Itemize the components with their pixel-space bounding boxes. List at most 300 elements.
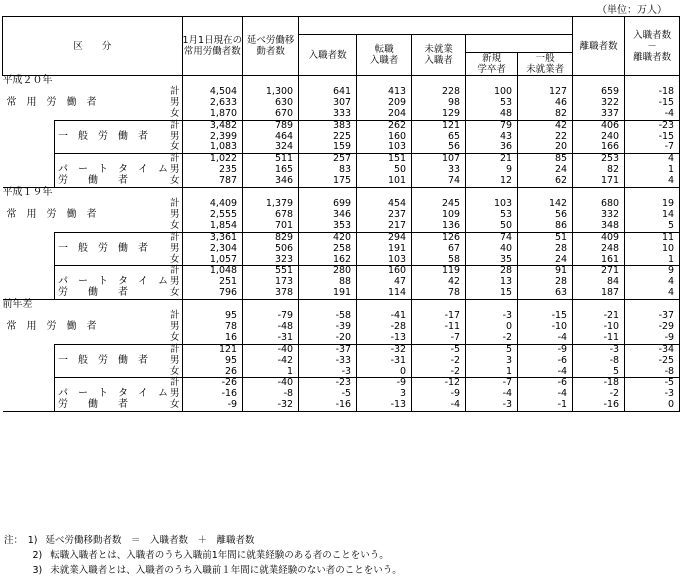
unit-label: （単位：万人）: [597, 5, 667, 16]
table-cell: 53: [466, 98, 518, 109]
table-cell: -7: [625, 142, 680, 153]
table-cell: -32: [357, 344, 412, 355]
table-cell: -3: [466, 400, 518, 411]
group-label: [55, 120, 169, 131]
table-cell: 43: [466, 132, 518, 143]
table-cell: 829: [243, 232, 299, 243]
table-cell: 409: [573, 232, 625, 243]
table-cell: 4: [625, 176, 680, 187]
table-cell: -3: [299, 367, 357, 378]
sex-label: 男: [169, 130, 180, 142]
table-cell: 100: [466, 87, 518, 98]
table-cell: 294: [357, 232, 412, 243]
table-cell: -9: [625, 333, 680, 344]
table-cell: 0: [357, 367, 412, 378]
note-line: [4, 533, 402, 548]
table-cell: -5: [625, 378, 680, 389]
table-cell: -7: [466, 378, 518, 389]
table-cell: 228: [412, 87, 466, 98]
table-cell: 209: [357, 98, 412, 109]
table-cell: 166: [573, 142, 625, 153]
table-cell: 5: [625, 221, 680, 232]
table-cell: 346: [299, 210, 357, 221]
table-cell: 159: [299, 142, 357, 153]
table-cell: -5: [299, 389, 357, 400]
table-cell: -26: [182, 378, 243, 389]
table-cell: 3,361: [182, 232, 243, 243]
header-division: 区 分: [3, 17, 183, 76]
group-label: パ ー ト タ イ ム: [55, 165, 169, 176]
table-cell: 245: [412, 199, 466, 210]
header-total-movers: 延べ労働移 動者数: [243, 17, 299, 76]
table-cell: 79: [466, 120, 518, 131]
table-cell: -17: [412, 311, 466, 322]
table-cell: 160: [357, 132, 412, 143]
table-cell: 136: [412, 221, 466, 232]
table-cell: 680: [573, 199, 625, 210]
table-cell: 22: [518, 132, 573, 143]
sex-label: 男: [169, 164, 180, 176]
table-cell: 378: [243, 288, 299, 299]
table-cell: -15: [625, 98, 680, 109]
table-cell: -16: [182, 389, 243, 400]
table-cell: -10: [518, 322, 573, 333]
table-cell: 14: [625, 210, 680, 221]
table-cell: -41: [357, 311, 412, 322]
table-cell: -79: [243, 311, 299, 322]
table-cell: -32: [243, 400, 299, 411]
table-cell: -2: [412, 367, 466, 378]
table-cell: 346: [243, 176, 299, 187]
table-cell: 333: [299, 109, 357, 120]
note-number: 注： 1): [4, 535, 38, 546]
table-cell: 11: [625, 232, 680, 243]
table-cell: 406: [573, 120, 625, 131]
group-label: 常 用 労 働 者: [6, 208, 97, 220]
table-cell: -3: [466, 311, 518, 322]
table-cell: -4: [625, 109, 680, 120]
table-cell: 2,304: [182, 244, 243, 255]
table-cell: 85: [518, 154, 573, 165]
table-cell: 506: [243, 244, 299, 255]
group-label: [3, 333, 169, 344]
sex-label: 女: [168, 176, 182, 187]
table-cell: 58: [412, 255, 466, 266]
sex-label: 女: [169, 331, 180, 343]
sex-label: 女: [169, 107, 180, 119]
table-cell: -8: [573, 356, 625, 367]
table-cell: -4: [518, 333, 573, 344]
table-cell: 175: [299, 176, 357, 187]
table-cell: 204: [357, 109, 412, 120]
table-cell: -13: [357, 333, 412, 344]
table-cell: 332: [573, 210, 625, 221]
group-label: 一 般 労 働 者: [55, 244, 169, 255]
table-cell: -9: [412, 389, 466, 400]
table-cell: 28: [518, 244, 573, 255]
table-cell: 0: [466, 322, 518, 333]
table-cell: 161: [573, 255, 625, 266]
table-cell: 63: [518, 288, 573, 299]
table-cell: -2: [573, 389, 625, 400]
table-cell: 191: [299, 288, 357, 299]
group-label: 労 働 者: [55, 288, 169, 299]
table-cell: 1: [625, 165, 680, 176]
sex-label: 計: [168, 154, 182, 165]
table-cell: 551: [243, 266, 299, 277]
table-row: [3, 400, 680, 411]
sex-label: 男: [169, 320, 180, 332]
table-cell: 142: [518, 199, 573, 210]
sex-label: 男: [169, 354, 180, 366]
header-new-grad: 新規 学卒者: [466, 53, 518, 76]
table-cell: 28: [518, 277, 573, 288]
header-job-changers: 転職 入職者: [357, 35, 412, 76]
table-cell: 103: [466, 199, 518, 210]
table-cell: 19: [625, 199, 680, 210]
table-cell: 46: [518, 98, 573, 109]
table-cell: -13: [357, 400, 412, 411]
table-cell: -1: [518, 400, 573, 411]
table-cell: 353: [299, 221, 357, 232]
table-cell: 420: [299, 232, 357, 243]
table-cell: 3,482: [182, 120, 243, 131]
table-cell: 337: [573, 109, 625, 120]
table-cell: 262: [357, 120, 412, 131]
table-cell: 1: [466, 367, 518, 378]
table-cell: -16: [299, 400, 357, 411]
table-cell: 1,854: [182, 221, 243, 232]
sex-label: 女: [169, 219, 180, 231]
table-cell: 511: [243, 154, 299, 165]
sex-label: 女: [168, 142, 182, 153]
table-cell: -40: [243, 344, 299, 355]
table-cell: 280: [299, 266, 357, 277]
table-cell: 383: [299, 120, 357, 131]
sex-label: 計: [168, 232, 182, 243]
table-cell: -6: [518, 378, 573, 389]
table-cell: -5: [412, 344, 466, 355]
table-cell: -9: [518, 344, 573, 355]
table-cell: 217: [357, 221, 412, 232]
table-cell: 47: [357, 277, 412, 288]
group-label: 常 用 労 働 者: [6, 96, 97, 108]
table-cell: 28: [466, 266, 518, 277]
table-cell: 248: [573, 244, 625, 255]
table-cell: -18: [573, 378, 625, 389]
table-cell: 9: [466, 165, 518, 176]
header-hires: 入職者数: [299, 35, 357, 76]
table-cell: 109: [412, 210, 466, 221]
table-cell: 659: [573, 87, 625, 98]
table-cell: 187: [573, 288, 625, 299]
note-line: [4, 548, 402, 563]
group-label: [55, 232, 169, 243]
table-cell: 191: [357, 244, 412, 255]
table-cell: 251: [182, 277, 243, 288]
sex-label: 計: [168, 344, 182, 355]
year-label: 平成２０年: [3, 76, 183, 87]
table-cell: 162: [299, 255, 357, 266]
group-label: 常 用 労 働 者: [6, 320, 97, 332]
table-cell: 95: [182, 356, 243, 367]
sex-label: 計: [169, 85, 180, 97]
table-cell: -8: [243, 389, 299, 400]
table-cell: 16: [182, 333, 243, 344]
table-cell: -11: [412, 322, 466, 333]
table-cell: 237: [357, 210, 412, 221]
sex-label: 女: [168, 400, 182, 411]
table-cell: 119: [412, 266, 466, 277]
table-cell: 413: [357, 87, 412, 98]
table-cell: 78: [182, 322, 243, 333]
table-cell: 699: [299, 199, 357, 210]
table-cell: -34: [625, 344, 680, 355]
table-cell: 4,409: [182, 199, 243, 210]
group-label: [55, 344, 169, 355]
table-row: [3, 356, 680, 367]
table-cell: 42: [518, 120, 573, 131]
table-cell: 307: [299, 98, 357, 109]
table-cell: 56: [412, 142, 466, 153]
table-cell: 98: [412, 98, 466, 109]
table-cell: 701: [243, 221, 299, 232]
table-cell: 271: [573, 266, 625, 277]
sex-label: 女: [168, 255, 182, 266]
table-cell: 2,633: [182, 98, 243, 109]
table-cell: 258: [299, 244, 357, 255]
table-cell: 24: [518, 255, 573, 266]
table-cell: -9: [182, 400, 243, 411]
table-cell: 20: [518, 142, 573, 153]
table-cell: 678: [243, 210, 299, 221]
table-cell: 324: [243, 142, 299, 153]
table-cell: -28: [357, 322, 412, 333]
group-label: [3, 109, 169, 120]
table-cell: 4: [625, 277, 680, 288]
table-cell: 95: [182, 311, 243, 322]
table-cell: -48: [243, 322, 299, 333]
header-non-exp: 未就業 入職者: [412, 35, 466, 76]
group-label: 労 働 者: [55, 400, 169, 411]
sex-label: 男: [169, 388, 180, 400]
sex-label: 計: [169, 310, 180, 322]
table-cell: -25: [625, 356, 680, 367]
group-label: [55, 255, 169, 266]
sex-label: 女: [168, 288, 182, 299]
table-cell: -42: [243, 356, 299, 367]
table-cell: 4: [625, 154, 680, 165]
table-cell: -15: [625, 132, 680, 143]
table-cell: 114: [357, 288, 412, 299]
table-cell: 160: [357, 266, 412, 277]
table-cell: 3: [466, 356, 518, 367]
table-cell: 101: [357, 176, 412, 187]
sex-label: 女: [168, 367, 182, 378]
note-number: 3): [4, 565, 43, 576]
table-cell: 1: [625, 255, 680, 266]
table-cell: 257: [299, 154, 357, 165]
table-cell: -10: [573, 322, 625, 333]
sex-label: 男: [169, 242, 180, 254]
table-row: [3, 255, 680, 266]
table-cell: 78: [412, 288, 466, 299]
group-label: [3, 221, 169, 232]
table-cell: 641: [299, 87, 357, 98]
table-cell: 65: [412, 132, 466, 143]
table-cell: 103: [357, 255, 412, 266]
table-cell: 5: [573, 367, 625, 378]
table-cell: 67: [412, 244, 466, 255]
table-cell: 35: [466, 255, 518, 266]
table-cell: 12: [466, 176, 518, 187]
table-row: [3, 176, 680, 187]
table-cell: 1,870: [182, 109, 243, 120]
table-row: [3, 120, 680, 131]
table-cell: 15: [466, 288, 518, 299]
table-cell: 1,022: [182, 154, 243, 165]
table-cell: 454: [357, 199, 412, 210]
table-cell: 40: [466, 244, 518, 255]
table-cell: 348: [573, 221, 625, 232]
table-cell: 789: [243, 120, 299, 131]
table-cell: 1: [243, 367, 299, 378]
table-cell: -39: [299, 322, 357, 333]
table-cell: 82: [573, 165, 625, 176]
table-cell: 1,300: [243, 87, 299, 98]
table-cell: 50: [466, 221, 518, 232]
year-label: 平成１９年: [3, 188, 183, 199]
table-row: [3, 142, 680, 153]
table-cell: 1,048: [182, 266, 243, 277]
table-cell: -8: [625, 367, 680, 378]
table-cell: 26: [182, 367, 243, 378]
table-cell: 0: [625, 400, 680, 411]
table-cell: 126: [412, 232, 466, 243]
note-line: [4, 563, 402, 578]
table-cell: -7: [412, 333, 466, 344]
table-cell: 670: [243, 109, 299, 120]
header-separations: 離職者数: [573, 17, 625, 76]
header-regular-workers: 1月1日現在の 常用労働者数: [182, 17, 243, 76]
table-row: [3, 221, 680, 232]
table-cell: 253: [573, 154, 625, 165]
table-cell: 4: [625, 288, 680, 299]
table-cell: -20: [299, 333, 357, 344]
table-row: [3, 344, 680, 355]
labor-mobility-table: [2, 16, 680, 412]
table-cell: -31: [357, 356, 412, 367]
table-cell: 235: [182, 165, 243, 176]
table-cell: 464: [243, 132, 299, 143]
table-cell: 171: [573, 176, 625, 187]
group-label: [55, 367, 169, 378]
table-cell: -23: [625, 120, 680, 131]
table-cell: 323: [243, 255, 299, 266]
table-cell: 50: [357, 165, 412, 176]
sex-label: 男: [169, 276, 180, 288]
table-cell: 51: [518, 232, 573, 243]
table-row: [3, 288, 680, 299]
table-row: [3, 367, 680, 378]
table-cell: -11: [573, 333, 625, 344]
table-cell: 82: [518, 109, 573, 120]
table-cell: 2,555: [182, 210, 243, 221]
sex-label: 計: [169, 197, 180, 209]
header-non-exp-breakdown: [466, 35, 573, 53]
header-hires-group: [299, 17, 573, 35]
table-cell: 165: [243, 165, 299, 176]
table-cell: 2,399: [182, 132, 243, 143]
table-cell: 83: [299, 165, 357, 176]
table-cell: -6: [518, 356, 573, 367]
table-cell: 24: [518, 165, 573, 176]
table-cell: -12: [412, 378, 466, 389]
table-cell: 173: [243, 277, 299, 288]
table-cell: 48: [466, 109, 518, 120]
table-cell: -33: [299, 356, 357, 367]
table-cell: -23: [299, 378, 357, 389]
table-cell: 1,083: [182, 142, 243, 153]
table-cell: -4: [412, 400, 466, 411]
table-cell: -3: [625, 389, 680, 400]
table-cell: 630: [243, 98, 299, 109]
table-cell: 4,504: [182, 87, 243, 98]
table-row: [3, 232, 680, 243]
table-cell: -4: [518, 389, 573, 400]
header-general-non-exp: 一般 未就業者: [518, 53, 573, 76]
table-cell: 3: [357, 389, 412, 400]
group-label: 一 般 労 働 者: [55, 132, 169, 143]
table-cell: -29: [625, 322, 680, 333]
table-cell: 74: [466, 232, 518, 243]
note-number: 2): [4, 550, 43, 561]
table-cell: -40: [243, 378, 299, 389]
sex-label: 男: [169, 96, 180, 108]
note-text: 未就業入職者とは、入職者のうち入職前１年間に就業経験のない者のことをいう。: [50, 565, 402, 576]
note-text: 延べ労働移動者数 ＝ 入職者数 ＋ 離職者数: [45, 535, 255, 546]
table-row: [3, 333, 680, 344]
table-cell: 36: [466, 142, 518, 153]
notes: [4, 533, 402, 578]
group-label: [55, 142, 169, 153]
table-cell: 107: [412, 154, 466, 165]
table-cell: -16: [573, 400, 625, 411]
table-cell: -9: [357, 378, 412, 389]
group-label: 労 働 者: [55, 176, 169, 187]
table-cell: 42: [412, 277, 466, 288]
table-row: [3, 109, 680, 120]
table-cell: 225: [299, 132, 357, 143]
table-cell: -3: [573, 344, 625, 355]
table-cell: 10: [625, 244, 680, 255]
table-cell: 53: [466, 210, 518, 221]
table-cell: 84: [573, 277, 625, 288]
table-cell: 9: [625, 266, 680, 277]
table-cell: -15: [518, 311, 573, 322]
table-cell: 21: [466, 154, 518, 165]
table-cell: -37: [299, 344, 357, 355]
table-cell: 129: [412, 109, 466, 120]
table-cell: -58: [299, 311, 357, 322]
table-cell: 86: [518, 221, 573, 232]
year-label: 前年差: [3, 300, 183, 311]
group-label: パ ー ト タ イ ム: [55, 389, 169, 400]
table-cell: 74: [412, 176, 466, 187]
table-cell: -31: [243, 333, 299, 344]
header-diff: 入職者数 － 離職者数: [625, 17, 680, 76]
table-cell: -4: [466, 389, 518, 400]
